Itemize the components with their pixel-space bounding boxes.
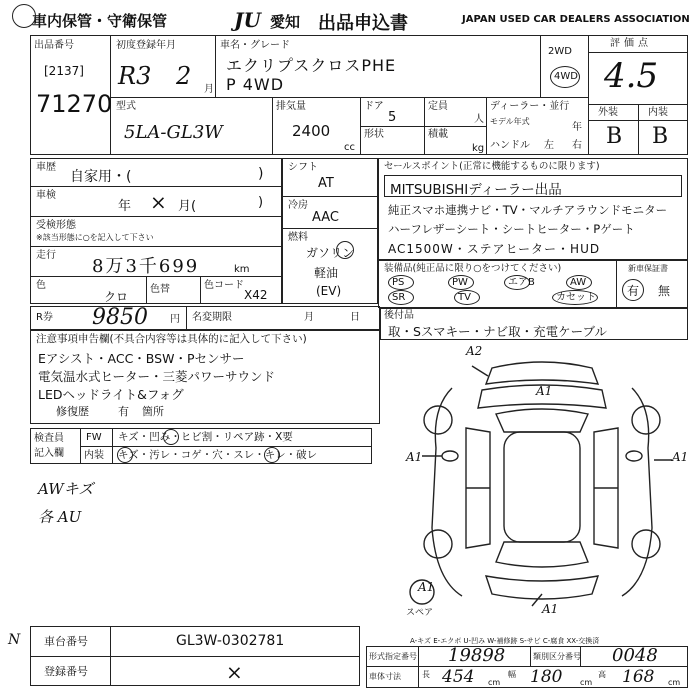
- class-no-label: 類別区分番号: [533, 652, 581, 661]
- damage-a2: A2: [466, 344, 483, 358]
- dealer-label: ディーラー・並行: [490, 101, 570, 112]
- year-unit: 年: [572, 122, 582, 133]
- checker-label-2: 記入欄: [34, 448, 64, 459]
- color-code: X42: [244, 288, 268, 302]
- warranty-has: 有: [627, 284, 640, 298]
- exterior-grade: B: [606, 124, 623, 149]
- equipment-item: SR: [392, 292, 406, 303]
- fuel-gasoline: ガソリン: [306, 246, 355, 260]
- scratch-circle: [117, 447, 133, 463]
- form-title: 出品申込書: [318, 13, 408, 34]
- interior-grade: B: [652, 124, 669, 149]
- lot-label: 出品番号: [34, 40, 74, 51]
- type-no-value: 19898: [448, 645, 506, 666]
- damage-a1-3: A1: [672, 450, 689, 464]
- storage-stamp: 車内保管・守衛保管: [32, 12, 168, 30]
- mileage-unit: km: [234, 264, 250, 275]
- selling-line4: AC1500W・ステアヒーター・HUD: [388, 242, 601, 256]
- fuel-circle: [336, 241, 354, 259]
- exterior-label: 外装: [598, 107, 618, 118]
- model-year-label: モデル年式: [490, 117, 530, 126]
- shift-value: AT: [318, 176, 334, 191]
- car-name-label: 車名・グレード: [220, 40, 290, 51]
- model-label: 型式: [116, 101, 136, 112]
- equipment-item: PW: [452, 277, 468, 288]
- history-close: ): [258, 166, 264, 182]
- repair-value: 有: [118, 405, 129, 418]
- registration-label: 初度登録年月: [116, 40, 176, 51]
- handle-right: 右: [572, 140, 582, 151]
- notes-line3: LEDヘッドライト&フォグ: [38, 387, 184, 402]
- width-value: 180: [530, 667, 563, 687]
- org-name-en: JAPAN USED CAR DEALERS ASSOCIATION: [462, 14, 690, 25]
- name-change-day: 日: [350, 312, 360, 323]
- lot-number: 71270: [36, 90, 113, 118]
- history-label: 車歴: [36, 162, 56, 173]
- selling-label: セールスポイント(正常に機能するものに限ります): [384, 161, 600, 172]
- recycle-label: R券: [36, 312, 53, 323]
- shape-label: 形状: [364, 129, 384, 140]
- height-cm: cm: [668, 678, 681, 687]
- mileage-value: 8万3千699: [92, 256, 200, 277]
- checker-int-items: キズ・汚レ・コゲ・穴・スレ・キレ・破レ: [118, 449, 318, 461]
- checker-int-label: 内装: [84, 450, 104, 461]
- shift-label: シフト: [288, 162, 318, 173]
- recycle-unit: 円: [170, 314, 180, 325]
- history-value: 自家用・(: [70, 169, 132, 185]
- history-frame: [30, 158, 282, 304]
- equipment-item: カセット: [556, 292, 596, 303]
- repaint-label: 色替: [150, 284, 170, 295]
- handle-label: ハンドル: [490, 140, 530, 151]
- notes-line1: Eアシスト・ACC・BSW・Pセンサー: [38, 351, 245, 366]
- grade-label: 評価点: [610, 38, 652, 49]
- drive-4wd: 4WD: [554, 71, 578, 82]
- inspection-month: 月(: [178, 199, 197, 214]
- selling-dealer-item: MITSUBISHIディーラー出品: [390, 182, 562, 198]
- length-value: 454: [442, 667, 475, 687]
- width-unit: 幅: [508, 670, 516, 679]
- load-unit: kg: [472, 143, 485, 154]
- warranty-none: 無: [658, 284, 671, 298]
- registration-month: 2: [176, 62, 192, 90]
- cc-unit: cc: [344, 142, 355, 153]
- color-value: クロ: [104, 290, 129, 304]
- inspection-label: 車検: [36, 190, 56, 201]
- inspection-form-note: ※該当形態に○を記入して下さい: [36, 233, 154, 242]
- damage-legend: A-キズ E-エクボ U-凹み W-補修跡 S-サビ C-腐食 XX-交換済: [410, 637, 600, 645]
- equipment-item: エアB: [508, 277, 535, 288]
- wear-circle: [264, 447, 280, 463]
- displacement-value: 2400: [292, 122, 331, 140]
- equipment-item: TV: [458, 292, 471, 303]
- checker-fw-items: キズ・凹み・ヒビ割・リペア跡・X要: [118, 431, 293, 443]
- inspection-year: 年: [118, 199, 132, 214]
- capacity-unit: 人: [474, 114, 484, 125]
- width-cm: cm: [580, 678, 593, 687]
- damage-a1-5: A1: [418, 580, 435, 594]
- name-change-label: 名変期限: [192, 312, 232, 323]
- fuel-diesel: 軽油: [314, 266, 339, 280]
- org-name: 愛知: [270, 13, 301, 31]
- size-label: 車体寸法: [369, 672, 401, 681]
- length-cm: cm: [488, 678, 501, 687]
- chassis-label: 車台番号: [44, 635, 88, 648]
- ju-logo: JU: [234, 8, 261, 32]
- color-label: 色: [36, 280, 46, 291]
- spare-label: スペア: [406, 608, 434, 618]
- after-install-label: 後付品: [384, 310, 414, 321]
- name-change-month: 月: [304, 312, 314, 323]
- class-no-value: 0048: [612, 645, 658, 666]
- fuel-ev: (EV): [316, 284, 342, 298]
- selling-line2: 純正スマホ連携ナビ・TV・マルチアラウンドモニター: [388, 203, 668, 217]
- chassis-value: GL3W-0302781: [176, 633, 285, 649]
- doors-label: ドア: [364, 101, 384, 112]
- notes-line2: 電気温水式ヒーター・三菱パワーサウンド: [38, 369, 276, 384]
- reg-no-value: ×: [226, 660, 243, 684]
- equipment-label: 装備品(純正品に限り○をつけてください): [384, 263, 562, 274]
- reg-no-label: 登録番号: [44, 665, 88, 678]
- repair-tail: 箇所: [142, 405, 164, 418]
- mileage-label: 走行: [36, 250, 56, 261]
- doors-value: 5: [388, 110, 397, 125]
- dent-circle: [163, 429, 179, 445]
- inspection-form-label: 受検形態: [36, 220, 76, 231]
- handwritten-each-au: 各 AU: [38, 508, 82, 526]
- interior-label: 内装: [648, 107, 668, 118]
- displacement-label: 排気量: [276, 101, 306, 112]
- aircon-label: 冷房: [288, 200, 308, 211]
- inspection-mark: ×: [150, 190, 167, 214]
- equipment-item: PS: [392, 277, 405, 288]
- month-unit: 月: [204, 84, 214, 95]
- selling-line3: ハーフレザーシート・シートヒーター・Pゲート: [388, 222, 635, 236]
- drive-2wd: 2WD: [548, 46, 572, 57]
- handwritten-n: N: [8, 632, 21, 648]
- registration-era: R3: [118, 62, 152, 90]
- type-no-label: 形式指定番号: [369, 652, 417, 661]
- after-install-value: 取・Sスマキー・ナビ取・充電ケーブル: [388, 324, 608, 339]
- recycle-value: 9850: [92, 305, 148, 330]
- inspection-close: ): [258, 195, 264, 210]
- capacity-label: 定員: [428, 101, 448, 112]
- load-label: 積載: [428, 129, 448, 140]
- height-unit: 高: [598, 670, 606, 679]
- notes-label: 注意事項申告欄(不具合内容等は具体的に記入して下さい): [36, 333, 307, 345]
- color-code-label: 色コード: [204, 280, 244, 291]
- fuel-label: 燃料: [288, 232, 308, 243]
- damage-a1-2: A1: [406, 450, 423, 464]
- circle-mark: [12, 4, 36, 28]
- handle-left: 左: [544, 140, 554, 151]
- grade-score: 4.5: [604, 56, 659, 96]
- repair-label: 修復歴: [56, 405, 89, 418]
- checker-fw-label: FW: [86, 432, 102, 443]
- handwritten-aw-scratch: AWキズ: [38, 480, 94, 498]
- model-value: 5LA-GL3W: [124, 122, 223, 143]
- length-unit: 長: [422, 670, 430, 679]
- car-name-line1: エクリプスクロスPHE: [226, 56, 397, 75]
- height-value: 168: [622, 667, 655, 687]
- car-name-line2: P 4WD: [226, 75, 285, 94]
- warranty-label: 新車保証書: [628, 264, 668, 273]
- checker-label-1: 検査員: [34, 433, 64, 444]
- aircon-value: AAC: [312, 210, 339, 225]
- damage-a1-1: A1: [536, 384, 553, 398]
- lot-sub: [2137]: [44, 64, 84, 78]
- damage-a1-4: A1: [542, 602, 559, 616]
- equipment-item: AW: [570, 277, 587, 288]
